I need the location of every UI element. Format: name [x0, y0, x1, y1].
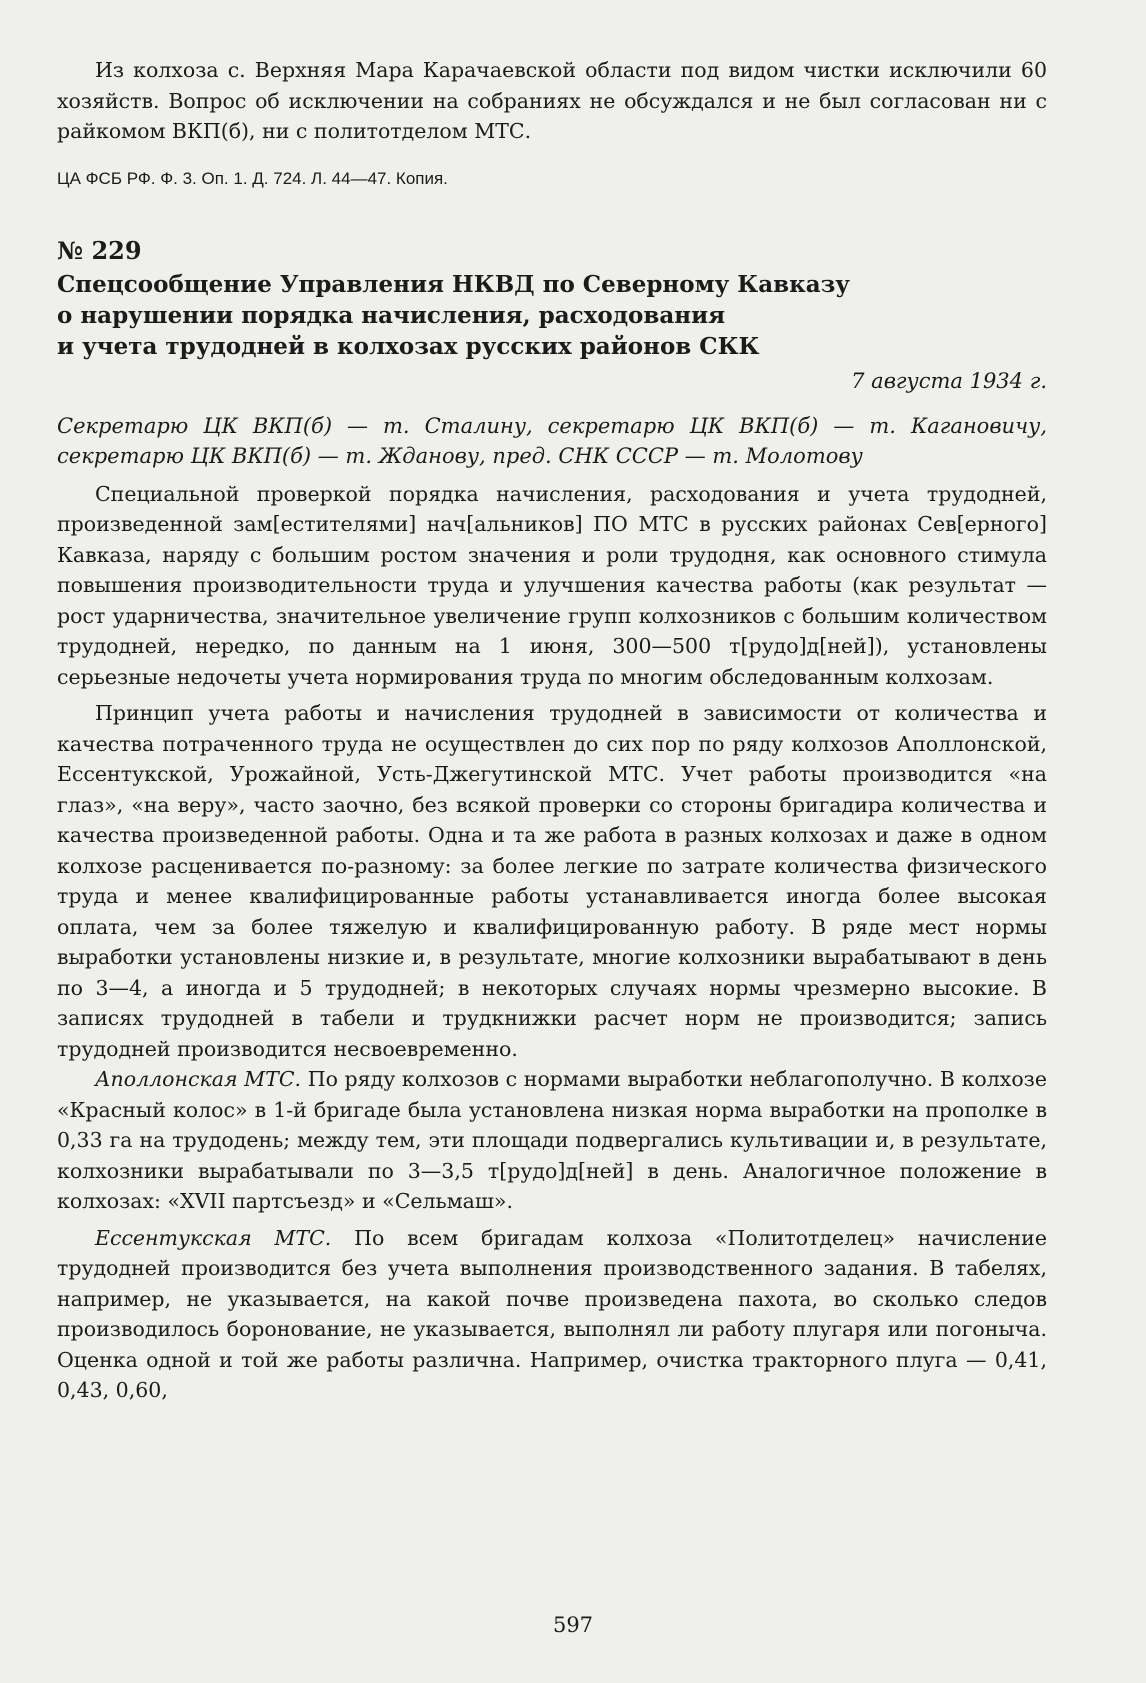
title-line: Спецсообщение Управления НКВД по Северному Кавказу [57, 270, 851, 298]
body-paragraph-1: Специальной проверкой порядка начисления, расходования и учета трудодней, произведенной зам[естителями] нач[альников] ПО МТС в русских районах Сев[ерного] Кавказа, наряду с большим ростом значения и роли трудодня, как основного стимула повышения производительности труда и улучшения качества работы (как результат — рост ударничества, значительное увеличение групп колхозников с большим количеством трудодней, нередко, по данным на 1 июня, 300—500 т[рудо]д[ней]), установлены серьезные недочеты учета нормирования труда по многим обследованным колхозам. [57, 481, 1047, 689]
title-line: и учета трудодней в колхозах русских районов СКК [57, 332, 760, 360]
section-label: Ессентукская МТС. [95, 1225, 332, 1250]
title-line: о нарушении порядка начисления, расходования [57, 301, 726, 329]
archive-source-reference: ЦА ФСБ РФ. Ф. 3. Оп. 1. Д. 724. Л. 44—47. Копия. [57, 168, 448, 188]
section-text: По ряду колхозов с нормами выработки неблагополучно. В колхозе «Красный колос» в 1-й бригаде была установлена низкая норма выработки на прополке в 0,33 га на трудодень; между тем, эти площади подвергались культивации и, в результате, колхозники вырабатывали по 3—3,5 т[рудо]д[ней] в день. Аналогичное положение в колхозах: «XVII партсъезд» и «Сельмаш». [57, 1067, 1047, 1213]
document-number: № 229 [57, 235, 142, 265]
section-apollonskaya [57, 1064, 1047, 1217]
document-date: 7 августа 1934 г. [851, 368, 1047, 393]
page-number: 597 [552, 1613, 594, 1637]
addressees: Секретарю ЦК ВКП(б) — т. Сталину, секретарю ЦК ВКП(б) — т. Кагановичу, секретарю ЦК ВКП(б) — т. Жданову, пред. СНК СССР — т. Молотову [57, 413, 1047, 468]
document-title [57, 269, 1047, 362]
body-paragraph-2: Принцип учета работы и начисления трудодней в зависимости от количества и качества потраченного труда не осуществлен до сих пор по ряду колхозов Аполлонской, Ессентукской, Урожайной, Усть-Джегутинской МТС. Учет работы производится «на глаз», «на веру», часто заочно, без всякой проверки со стороны бригадира количества и качества произведенной работы. Одна и та же работа в разных колхозах и даже в одном колхозе расценивается по-разному: за более легкие по затрате количества физического труда и менее квалифицированные работы устанавливается иногда более высокая оплата, чем за более тяжелую и квалифицированную работу. В ряде мест нормы выработки установлены низкие и, в результате, многие колхозники вырабатывают в день по 3—4, а иногда и 5 трудодней; в некоторых случаях нормы чрезмерно высокие. В записях трудодней в табели и трудкнижки расчет норм не производится; запись трудодней производится несвоевременно. [57, 701, 1047, 1061]
text-column [57, 55, 1047, 1406]
section-essentukskaya [57, 1223, 1047, 1406]
section-text: По всем бригадам колхоза «Политотделец» начисление трудодней производится без учета выполнения производственного задания. В табелях, например, не указывается, на какой почве произведена пахота, во сколько следов производилось боронование, не указывается, выполнял ли работу плугаря или погоныча. Оценка одной и той же работы различна. Например, очистка тракторного плуга — 0,41, 0,43, 0,60, [57, 1225, 1047, 1402]
section-label: Аполлонская МТС. [95, 1067, 302, 1091]
intro-paragraph: Из колхоза с. Верхняя Мара Карачаевской области под видом чистки исключили 60 хозяйств. Вопрос об исключении на собраниях не обсуждался и не был согласован ни с райкомом ВКП(б), ни с политотделом МТС. [57, 58, 1047, 143]
